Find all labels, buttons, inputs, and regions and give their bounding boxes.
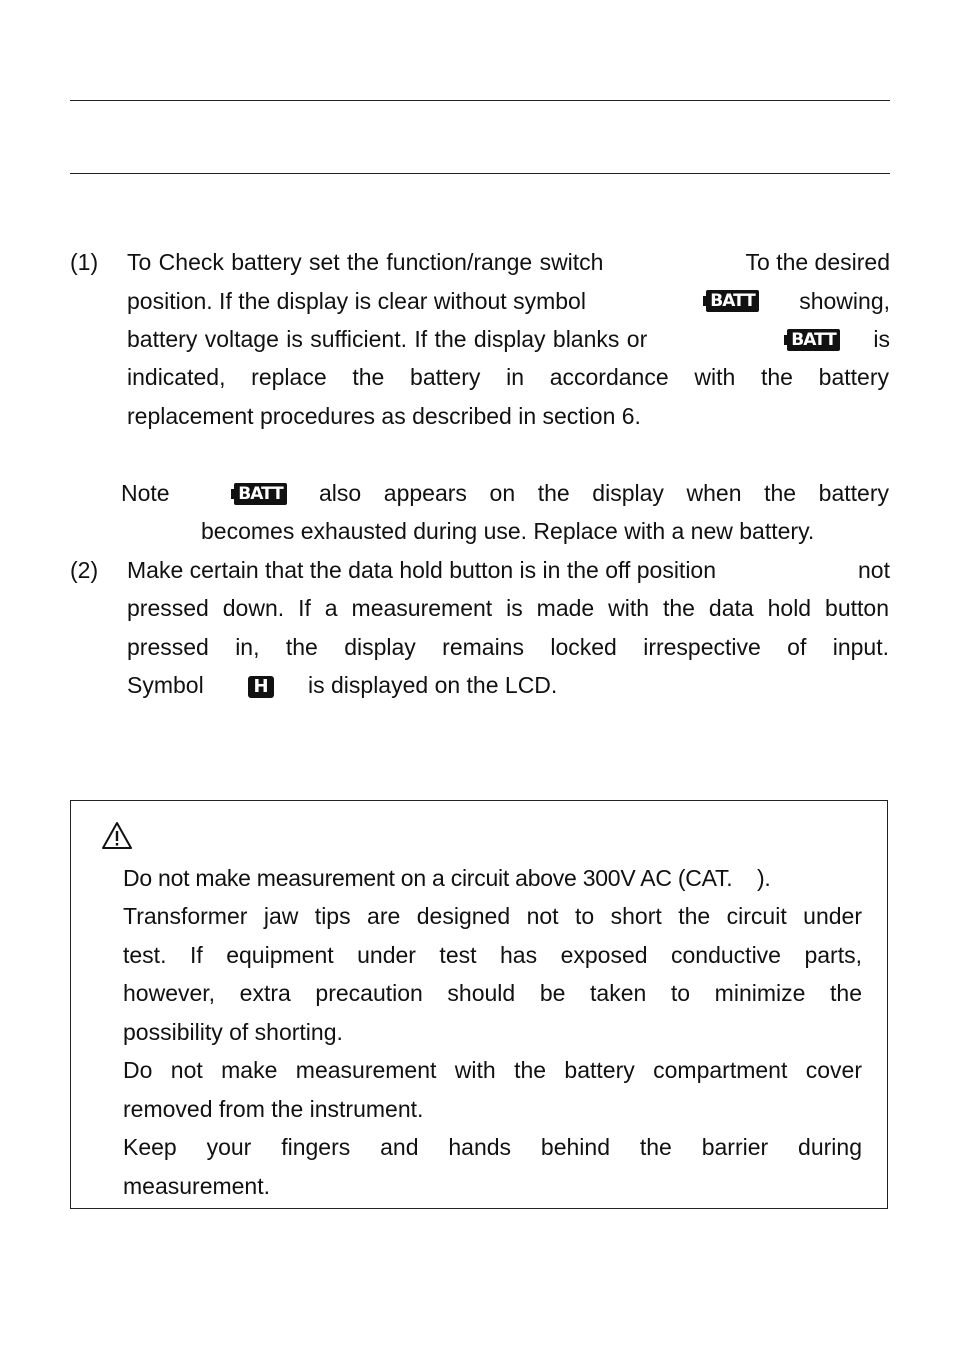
paragraph-1-line-3b: is [873, 326, 890, 352]
paragraph-2-line-4a: Symbol [127, 672, 204, 698]
note-line-1: also appears on the display when the battery [319, 480, 889, 506]
warning-line-2: Transformer jaw tips are designed not to short the circuit under [123, 903, 862, 929]
note-line-2: becomes exhausted during use. Replace with a new battery. [201, 518, 815, 544]
second-rule [70, 173, 890, 174]
paragraph-1-line-5: replacement procedures as described in section 6. [127, 403, 641, 429]
warning-line-3: test. If equipment under test has exposed conductive parts, [123, 942, 862, 968]
warning-triangle-icon [101, 821, 133, 851]
warning-line-7: removed from the instrument. [123, 1096, 424, 1122]
paragraph-1-line-2b: showing, [799, 288, 890, 314]
warning-line-5: possibility of shorting. [123, 1019, 343, 1045]
batt-symbol: BATT [784, 329, 840, 351]
paragraph-1-line-1b: To the desired [745, 249, 890, 275]
warning-line-8: Keep your fingers and hands behind the barrier during [123, 1134, 862, 1160]
top-rule [70, 100, 890, 101]
paragraph-1-number: (1) [70, 249, 99, 275]
warning-line-4: however, extra precaution should be taken to minimize the [123, 980, 862, 1006]
hold-symbol: H [248, 676, 274, 698]
paragraph-2-line-1a: Make certain that the data hold button is in the off position [127, 557, 717, 583]
paragraph-2-line-1b: not [858, 557, 890, 583]
warning-line-9: measurement. [123, 1173, 271, 1199]
paragraph-1-line-4: indicated, replace the battery in accordance with the battery [127, 364, 889, 390]
paragraph-2-line-4b: is displayed on the LCD. [308, 672, 558, 698]
batt-symbol: BATT [703, 290, 759, 312]
note-label: Note [121, 480, 170, 506]
paragraph-2-number: (2) [70, 557, 99, 583]
batt-symbol: BATT [231, 483, 287, 505]
paragraph-1-line-3a: battery voltage is sufficient. If the display blanks or [127, 326, 648, 352]
paragraph-2-line-3: pressed in, the display remains locked irrespective of input. [127, 634, 889, 660]
paragraph-1-line-1a: To Check battery set the function/range switch [127, 249, 604, 275]
paragraph-1-line-2a: position. If the display is clear without symbol [127, 288, 586, 314]
paragraph-2-line-2: pressed down. If a measurement is made with the data hold button [127, 595, 889, 621]
warning-line-6: Do not make measurement with the battery compartment cover [123, 1057, 862, 1083]
warning-line-1: Do not make measurement on a circuit above 300V AC (CAT. ). [123, 865, 771, 891]
